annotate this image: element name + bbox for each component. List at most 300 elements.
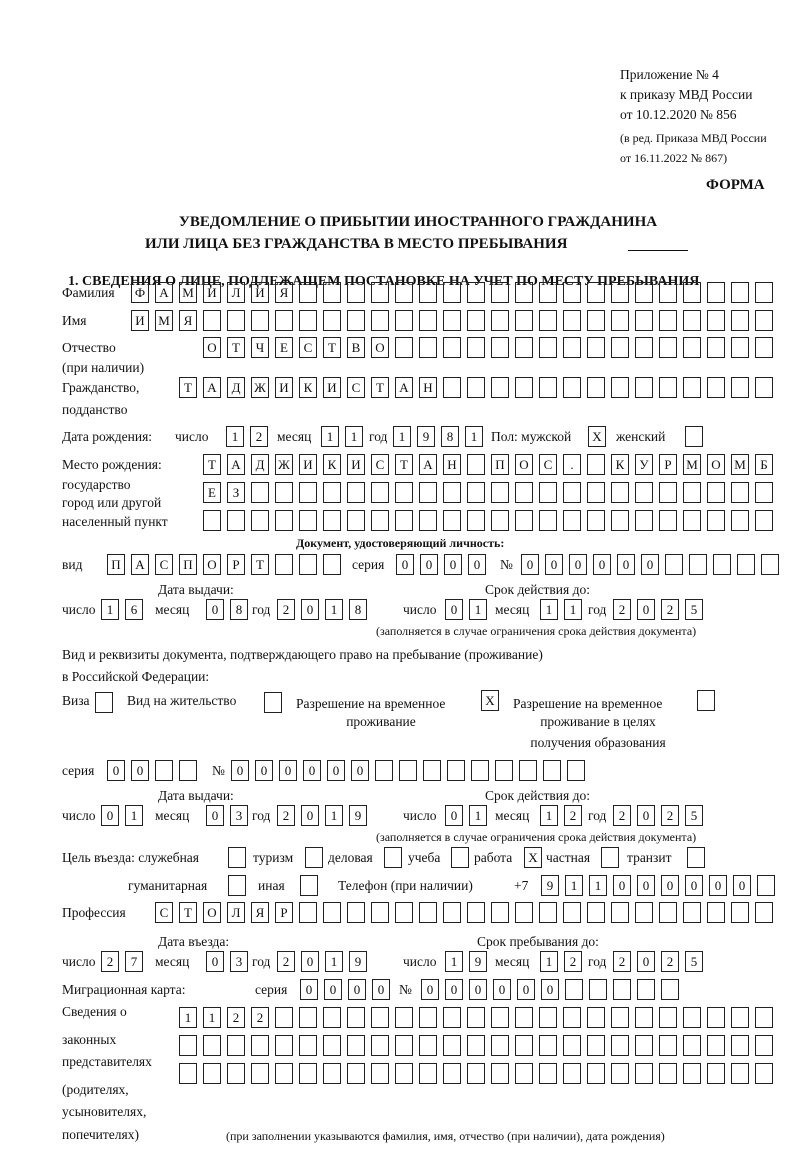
char-cell[interactable] bbox=[443, 337, 461, 358]
char-cell[interactable]: Т bbox=[323, 337, 341, 358]
char-cell[interactable] bbox=[635, 282, 653, 303]
char-cell[interactable] bbox=[371, 282, 389, 303]
char-cell[interactable] bbox=[563, 902, 581, 923]
char-cell[interactable]: И bbox=[275, 377, 293, 398]
checkbox-cell[interactable] bbox=[685, 426, 703, 447]
char-cell[interactable]: Т bbox=[251, 554, 269, 575]
char-cell[interactable] bbox=[203, 310, 221, 331]
char-cell[interactable]: С bbox=[155, 902, 173, 923]
char-cell[interactable]: 3 bbox=[230, 805, 248, 826]
char-cell[interactable]: Ч bbox=[251, 337, 269, 358]
char-cell[interactable] bbox=[659, 482, 677, 503]
id-series-field[interactable] bbox=[396, 554, 486, 576]
char-cell[interactable]: С bbox=[539, 454, 557, 475]
char-cell[interactable]: С bbox=[155, 554, 173, 575]
birth-year-field[interactable] bbox=[393, 426, 483, 448]
char-cell[interactable] bbox=[491, 310, 509, 331]
char-cell[interactable]: О bbox=[371, 337, 389, 358]
char-cell[interactable]: 2 bbox=[564, 951, 582, 972]
char-cell[interactable]: 0 bbox=[468, 554, 486, 575]
char-cell[interactable] bbox=[611, 337, 629, 358]
char-cell[interactable] bbox=[395, 482, 413, 503]
char-cell[interactable] bbox=[467, 337, 485, 358]
char-cell[interactable] bbox=[659, 1035, 677, 1056]
char-cell[interactable] bbox=[611, 1007, 629, 1028]
birthplace-line2[interactable] bbox=[203, 482, 773, 504]
char-cell[interactable] bbox=[755, 1035, 773, 1056]
purpose-study-checkbox[interactable] bbox=[451, 847, 469, 869]
char-cell[interactable] bbox=[611, 377, 629, 398]
char-cell[interactable] bbox=[467, 1007, 485, 1028]
char-cell[interactable] bbox=[611, 1063, 629, 1084]
char-cell[interactable] bbox=[755, 1063, 773, 1084]
stay-number-field[interactable] bbox=[231, 760, 585, 782]
char-cell[interactable] bbox=[347, 510, 365, 531]
char-cell[interactable] bbox=[419, 902, 437, 923]
char-cell[interactable]: 0 bbox=[131, 760, 149, 781]
char-cell[interactable] bbox=[515, 1007, 533, 1028]
char-cell[interactable] bbox=[495, 760, 513, 781]
char-cell[interactable]: 1 bbox=[325, 599, 343, 620]
char-cell[interactable] bbox=[467, 282, 485, 303]
char-cell[interactable]: Р bbox=[275, 902, 293, 923]
char-cell[interactable]: 2 bbox=[613, 805, 631, 826]
char-cell[interactable] bbox=[635, 902, 653, 923]
phone-field[interactable] bbox=[541, 875, 775, 897]
char-cell[interactable] bbox=[299, 1035, 317, 1056]
char-cell[interactable]: 1 bbox=[321, 426, 339, 447]
char-cell[interactable]: И bbox=[251, 282, 269, 303]
name-field[interactable] bbox=[131, 310, 773, 332]
char-cell[interactable] bbox=[443, 1063, 461, 1084]
char-cell[interactable]: А bbox=[203, 377, 221, 398]
char-cell[interactable]: А bbox=[131, 554, 149, 575]
char-cell[interactable] bbox=[299, 282, 317, 303]
char-cell[interactable] bbox=[563, 282, 581, 303]
id-valid-day[interactable] bbox=[445, 599, 487, 621]
char-cell[interactable]: Р bbox=[659, 454, 677, 475]
char-cell[interactable]: 2 bbox=[277, 805, 295, 826]
char-cell[interactable]: 9 bbox=[417, 426, 435, 447]
checkbox-cell[interactable]: X bbox=[588, 426, 606, 447]
char-cell[interactable] bbox=[563, 377, 581, 398]
char-cell[interactable] bbox=[755, 510, 773, 531]
char-cell[interactable] bbox=[323, 902, 341, 923]
char-cell[interactable]: 0 bbox=[255, 760, 273, 781]
char-cell[interactable]: С bbox=[299, 337, 317, 358]
char-cell[interactable] bbox=[539, 902, 557, 923]
stay-issue-month[interactable] bbox=[206, 805, 248, 827]
char-cell[interactable] bbox=[443, 377, 461, 398]
char-cell[interactable] bbox=[347, 1063, 365, 1084]
char-cell[interactable] bbox=[419, 1035, 437, 1056]
char-cell[interactable] bbox=[515, 510, 533, 531]
char-cell[interactable] bbox=[467, 1063, 485, 1084]
char-cell[interactable] bbox=[323, 1007, 341, 1028]
char-cell[interactable] bbox=[323, 1063, 341, 1084]
char-cell[interactable] bbox=[659, 510, 677, 531]
char-cell[interactable] bbox=[587, 337, 605, 358]
char-cell[interactable] bbox=[761, 554, 779, 575]
char-cell[interactable] bbox=[443, 282, 461, 303]
char-cell[interactable]: Н bbox=[419, 377, 437, 398]
purpose-business-checkbox[interactable] bbox=[384, 847, 402, 869]
id-issue-day[interactable] bbox=[101, 599, 143, 621]
char-cell[interactable] bbox=[491, 902, 509, 923]
char-cell[interactable] bbox=[707, 1063, 725, 1084]
stay-day[interactable] bbox=[445, 951, 487, 973]
char-cell[interactable] bbox=[515, 482, 533, 503]
char-cell[interactable] bbox=[515, 377, 533, 398]
char-cell[interactable]: С bbox=[371, 454, 389, 475]
char-cell[interactable]: И bbox=[299, 454, 317, 475]
char-cell[interactable] bbox=[491, 282, 509, 303]
checkbox-cell[interactable] bbox=[601, 847, 619, 868]
char-cell[interactable] bbox=[395, 337, 413, 358]
char-cell[interactable] bbox=[611, 902, 629, 923]
char-cell[interactable] bbox=[731, 1007, 749, 1028]
char-cell[interactable]: 2 bbox=[661, 951, 679, 972]
char-cell[interactable] bbox=[587, 377, 605, 398]
char-cell[interactable]: 0 bbox=[327, 760, 345, 781]
char-cell[interactable]: 0 bbox=[107, 760, 125, 781]
char-cell[interactable]: Т bbox=[395, 454, 413, 475]
char-cell[interactable]: 0 bbox=[637, 951, 655, 972]
char-cell[interactable] bbox=[707, 337, 725, 358]
char-cell[interactable] bbox=[299, 902, 317, 923]
char-cell[interactable] bbox=[587, 282, 605, 303]
char-cell[interactable] bbox=[371, 902, 389, 923]
char-cell[interactable] bbox=[395, 310, 413, 331]
char-cell[interactable] bbox=[683, 377, 701, 398]
char-cell[interactable] bbox=[419, 482, 437, 503]
char-cell[interactable]: 8 bbox=[441, 426, 459, 447]
char-cell[interactable]: 0 bbox=[445, 599, 463, 620]
char-cell[interactable] bbox=[611, 510, 629, 531]
stay-valid-year[interactable] bbox=[613, 805, 703, 827]
purpose-humanitarian-checkbox[interactable] bbox=[228, 875, 246, 897]
id-valid-year[interactable] bbox=[613, 599, 703, 621]
char-cell[interactable]: Д bbox=[227, 377, 245, 398]
char-cell[interactable] bbox=[347, 1007, 365, 1028]
char-cell[interactable] bbox=[611, 310, 629, 331]
char-cell[interactable] bbox=[467, 482, 485, 503]
char-cell[interactable] bbox=[635, 1035, 653, 1056]
char-cell[interactable] bbox=[563, 1007, 581, 1028]
char-cell[interactable] bbox=[731, 482, 749, 503]
stay-month[interactable] bbox=[540, 951, 582, 973]
char-cell[interactable] bbox=[683, 1035, 701, 1056]
char-cell[interactable] bbox=[737, 554, 755, 575]
char-cell[interactable]: 1 bbox=[445, 951, 463, 972]
char-cell[interactable] bbox=[731, 510, 749, 531]
char-cell[interactable] bbox=[637, 979, 655, 1000]
char-cell[interactable] bbox=[683, 282, 701, 303]
char-cell[interactable] bbox=[755, 1007, 773, 1028]
char-cell[interactable] bbox=[707, 1035, 725, 1056]
char-cell[interactable] bbox=[299, 554, 317, 575]
char-cell[interactable]: О bbox=[203, 902, 221, 923]
checkbox-cell[interactable] bbox=[697, 690, 715, 711]
char-cell[interactable] bbox=[275, 1063, 293, 1084]
char-cell[interactable] bbox=[635, 510, 653, 531]
char-cell[interactable] bbox=[611, 1035, 629, 1056]
char-cell[interactable] bbox=[659, 1063, 677, 1084]
char-cell[interactable] bbox=[755, 337, 773, 358]
char-cell[interactable]: Т bbox=[371, 377, 389, 398]
char-cell[interactable]: 2 bbox=[613, 951, 631, 972]
char-cell[interactable] bbox=[635, 1063, 653, 1084]
char-cell[interactable]: Л bbox=[227, 282, 245, 303]
char-cell[interactable]: 1 bbox=[540, 951, 558, 972]
char-cell[interactable] bbox=[467, 1035, 485, 1056]
char-cell[interactable] bbox=[423, 760, 441, 781]
checkbox-cell[interactable] bbox=[228, 847, 246, 868]
entry-year[interactable] bbox=[277, 951, 367, 973]
char-cell[interactable]: И bbox=[347, 454, 365, 475]
char-cell[interactable] bbox=[539, 337, 557, 358]
char-cell[interactable] bbox=[491, 377, 509, 398]
char-cell[interactable] bbox=[665, 554, 683, 575]
char-cell[interactable]: М bbox=[731, 454, 749, 475]
char-cell[interactable] bbox=[539, 1035, 557, 1056]
char-cell[interactable] bbox=[347, 902, 365, 923]
char-cell[interactable] bbox=[447, 760, 465, 781]
char-cell[interactable] bbox=[371, 1007, 389, 1028]
char-cell[interactable] bbox=[179, 1063, 197, 1084]
char-cell[interactable] bbox=[227, 310, 245, 331]
char-cell[interactable] bbox=[399, 760, 417, 781]
purpose-other-checkbox[interactable] bbox=[300, 875, 318, 897]
birthplace-line3[interactable] bbox=[203, 510, 773, 532]
char-cell[interactable]: М bbox=[683, 454, 701, 475]
char-cell[interactable] bbox=[707, 510, 725, 531]
char-cell[interactable]: А bbox=[395, 377, 413, 398]
char-cell[interactable] bbox=[419, 1007, 437, 1028]
purpose-private-checkbox[interactable] bbox=[601, 847, 619, 869]
char-cell[interactable] bbox=[299, 482, 317, 503]
char-cell[interactable]: 0 bbox=[709, 875, 727, 896]
char-cell[interactable] bbox=[539, 377, 557, 398]
char-cell[interactable]: И bbox=[131, 310, 149, 331]
char-cell[interactable] bbox=[713, 554, 731, 575]
char-cell[interactable]: 0 bbox=[521, 554, 539, 575]
char-cell[interactable]: 0 bbox=[517, 979, 535, 1000]
char-cell[interactable]: 0 bbox=[493, 979, 511, 1000]
entry-month[interactable] bbox=[206, 951, 248, 973]
char-cell[interactable]: Т bbox=[227, 337, 245, 358]
char-cell[interactable] bbox=[515, 1063, 533, 1084]
char-cell[interactable] bbox=[203, 1035, 221, 1056]
char-cell[interactable]: И bbox=[203, 282, 221, 303]
char-cell[interactable]: Ж bbox=[275, 454, 293, 475]
char-cell[interactable] bbox=[443, 482, 461, 503]
char-cell[interactable]: 1 bbox=[101, 599, 119, 620]
char-cell[interactable] bbox=[661, 979, 679, 1000]
char-cell[interactable]: С bbox=[347, 377, 365, 398]
char-cell[interactable] bbox=[323, 1035, 341, 1056]
char-cell[interactable] bbox=[659, 1007, 677, 1028]
char-cell[interactable] bbox=[539, 482, 557, 503]
char-cell[interactable]: 0 bbox=[637, 875, 655, 896]
char-cell[interactable]: 0 bbox=[324, 979, 342, 1000]
checkbox-cell[interactable] bbox=[95, 692, 113, 713]
char-cell[interactable]: 2 bbox=[251, 1007, 269, 1028]
char-cell[interactable] bbox=[467, 454, 485, 475]
char-cell[interactable] bbox=[731, 1035, 749, 1056]
char-cell[interactable] bbox=[613, 979, 631, 1000]
char-cell[interactable] bbox=[707, 482, 725, 503]
char-cell[interactable]: 6 bbox=[125, 599, 143, 620]
char-cell[interactable]: 5 bbox=[685, 599, 703, 620]
char-cell[interactable] bbox=[491, 1063, 509, 1084]
char-cell[interactable]: 5 bbox=[685, 951, 703, 972]
char-cell[interactable]: Я bbox=[275, 282, 293, 303]
char-cell[interactable] bbox=[587, 510, 605, 531]
char-cell[interactable] bbox=[419, 1063, 437, 1084]
char-cell[interactable]: Е bbox=[275, 337, 293, 358]
char-cell[interactable]: 2 bbox=[661, 599, 679, 620]
char-cell[interactable]: 1 bbox=[469, 805, 487, 826]
char-cell[interactable] bbox=[539, 310, 557, 331]
char-cell[interactable] bbox=[467, 310, 485, 331]
char-cell[interactable] bbox=[419, 310, 437, 331]
checkbox-cell[interactable]: X bbox=[524, 847, 542, 868]
char-cell[interactable] bbox=[491, 1035, 509, 1056]
char-cell[interactable] bbox=[539, 510, 557, 531]
char-cell[interactable]: 0 bbox=[545, 554, 563, 575]
char-cell[interactable]: 0 bbox=[301, 951, 319, 972]
patronymic-field[interactable] bbox=[203, 337, 773, 359]
char-cell[interactable]: 8 bbox=[230, 599, 248, 620]
char-cell[interactable] bbox=[251, 482, 269, 503]
char-cell[interactable]: 5 bbox=[685, 805, 703, 826]
char-cell[interactable] bbox=[323, 310, 341, 331]
char-cell[interactable]: К bbox=[299, 377, 317, 398]
char-cell[interactable]: Л bbox=[227, 902, 245, 923]
char-cell[interactable] bbox=[347, 310, 365, 331]
char-cell[interactable] bbox=[731, 377, 749, 398]
char-cell[interactable]: А bbox=[227, 454, 245, 475]
char-cell[interactable] bbox=[467, 902, 485, 923]
char-cell[interactable] bbox=[611, 482, 629, 503]
char-cell[interactable]: 0 bbox=[593, 554, 611, 575]
char-cell[interactable] bbox=[755, 377, 773, 398]
char-cell[interactable]: 1 bbox=[325, 805, 343, 826]
char-cell[interactable]: 0 bbox=[420, 554, 438, 575]
char-cell[interactable] bbox=[491, 337, 509, 358]
char-cell[interactable]: 0 bbox=[685, 875, 703, 896]
char-cell[interactable] bbox=[251, 510, 269, 531]
char-cell[interactable] bbox=[683, 310, 701, 331]
residence-permit-checkbox[interactable] bbox=[264, 692, 282, 714]
char-cell[interactable]: Т bbox=[179, 902, 197, 923]
char-cell[interactable]: 0 bbox=[206, 599, 224, 620]
char-cell[interactable] bbox=[467, 510, 485, 531]
char-cell[interactable] bbox=[371, 1035, 389, 1056]
char-cell[interactable] bbox=[659, 282, 677, 303]
trp-edu-checkbox[interactable] bbox=[697, 690, 715, 712]
char-cell[interactable]: 0 bbox=[206, 805, 224, 826]
stay-valid-month[interactable] bbox=[540, 805, 582, 827]
char-cell[interactable]: 2 bbox=[277, 599, 295, 620]
char-cell[interactable]: 3 bbox=[230, 951, 248, 972]
id-valid-month[interactable] bbox=[540, 599, 582, 621]
stay-year[interactable] bbox=[613, 951, 703, 973]
char-cell[interactable] bbox=[299, 1007, 317, 1028]
char-cell[interactable] bbox=[587, 1063, 605, 1084]
char-cell[interactable] bbox=[683, 1063, 701, 1084]
char-cell[interactable] bbox=[203, 1063, 221, 1084]
migration-number-field[interactable] bbox=[421, 979, 679, 1001]
reps-line3[interactable] bbox=[179, 1063, 773, 1085]
char-cell[interactable]: 0 bbox=[351, 760, 369, 781]
checkbox-cell[interactable] bbox=[687, 847, 705, 868]
char-cell[interactable] bbox=[635, 377, 653, 398]
char-cell[interactable] bbox=[275, 554, 293, 575]
char-cell[interactable]: 0 bbox=[637, 805, 655, 826]
checkbox-cell[interactable] bbox=[300, 875, 318, 896]
id-issue-month[interactable] bbox=[206, 599, 248, 621]
char-cell[interactable]: О bbox=[203, 554, 221, 575]
char-cell[interactable] bbox=[731, 310, 749, 331]
char-cell[interactable]: 0 bbox=[396, 554, 414, 575]
char-cell[interactable]: 0 bbox=[231, 760, 249, 781]
char-cell[interactable]: 2 bbox=[564, 805, 582, 826]
char-cell[interactable]: 1 bbox=[465, 426, 483, 447]
char-cell[interactable]: 0 bbox=[733, 875, 751, 896]
purpose-work-checkbox[interactable] bbox=[524, 847, 542, 869]
char-cell[interactable]: 0 bbox=[444, 554, 462, 575]
char-cell[interactable]: М bbox=[155, 310, 173, 331]
char-cell[interactable] bbox=[443, 310, 461, 331]
char-cell[interactable] bbox=[227, 1035, 245, 1056]
checkbox-cell[interactable] bbox=[228, 875, 246, 896]
char-cell[interactable] bbox=[227, 1063, 245, 1084]
char-cell[interactable] bbox=[275, 482, 293, 503]
char-cell[interactable]: Т bbox=[179, 377, 197, 398]
char-cell[interactable] bbox=[275, 510, 293, 531]
char-cell[interactable] bbox=[347, 282, 365, 303]
purpose-official-checkbox[interactable] bbox=[228, 847, 246, 869]
char-cell[interactable] bbox=[347, 1035, 365, 1056]
char-cell[interactable] bbox=[347, 482, 365, 503]
char-cell[interactable]: 0 bbox=[301, 805, 319, 826]
char-cell[interactable] bbox=[659, 337, 677, 358]
char-cell[interactable] bbox=[299, 510, 317, 531]
char-cell[interactable] bbox=[419, 510, 437, 531]
birthplace-line1[interactable] bbox=[203, 454, 773, 476]
char-cell[interactable] bbox=[395, 510, 413, 531]
checkbox-cell[interactable]: X bbox=[481, 690, 499, 711]
reps-line1[interactable] bbox=[179, 1007, 773, 1029]
char-cell[interactable]: У bbox=[635, 454, 653, 475]
char-cell[interactable] bbox=[707, 1007, 725, 1028]
char-cell[interactable] bbox=[395, 1063, 413, 1084]
stay-issue-day[interactable] bbox=[101, 805, 143, 827]
char-cell[interactable] bbox=[757, 875, 775, 896]
char-cell[interactable] bbox=[563, 1035, 581, 1056]
char-cell[interactable]: Р bbox=[227, 554, 245, 575]
stay-issue-year[interactable] bbox=[277, 805, 367, 827]
profession-field[interactable] bbox=[155, 902, 773, 924]
char-cell[interactable]: 0 bbox=[372, 979, 390, 1000]
char-cell[interactable] bbox=[443, 902, 461, 923]
checkbox-cell[interactable] bbox=[264, 692, 282, 713]
char-cell[interactable]: 2 bbox=[227, 1007, 245, 1028]
char-cell[interactable]: И bbox=[323, 377, 341, 398]
char-cell[interactable]: Я bbox=[251, 902, 269, 923]
